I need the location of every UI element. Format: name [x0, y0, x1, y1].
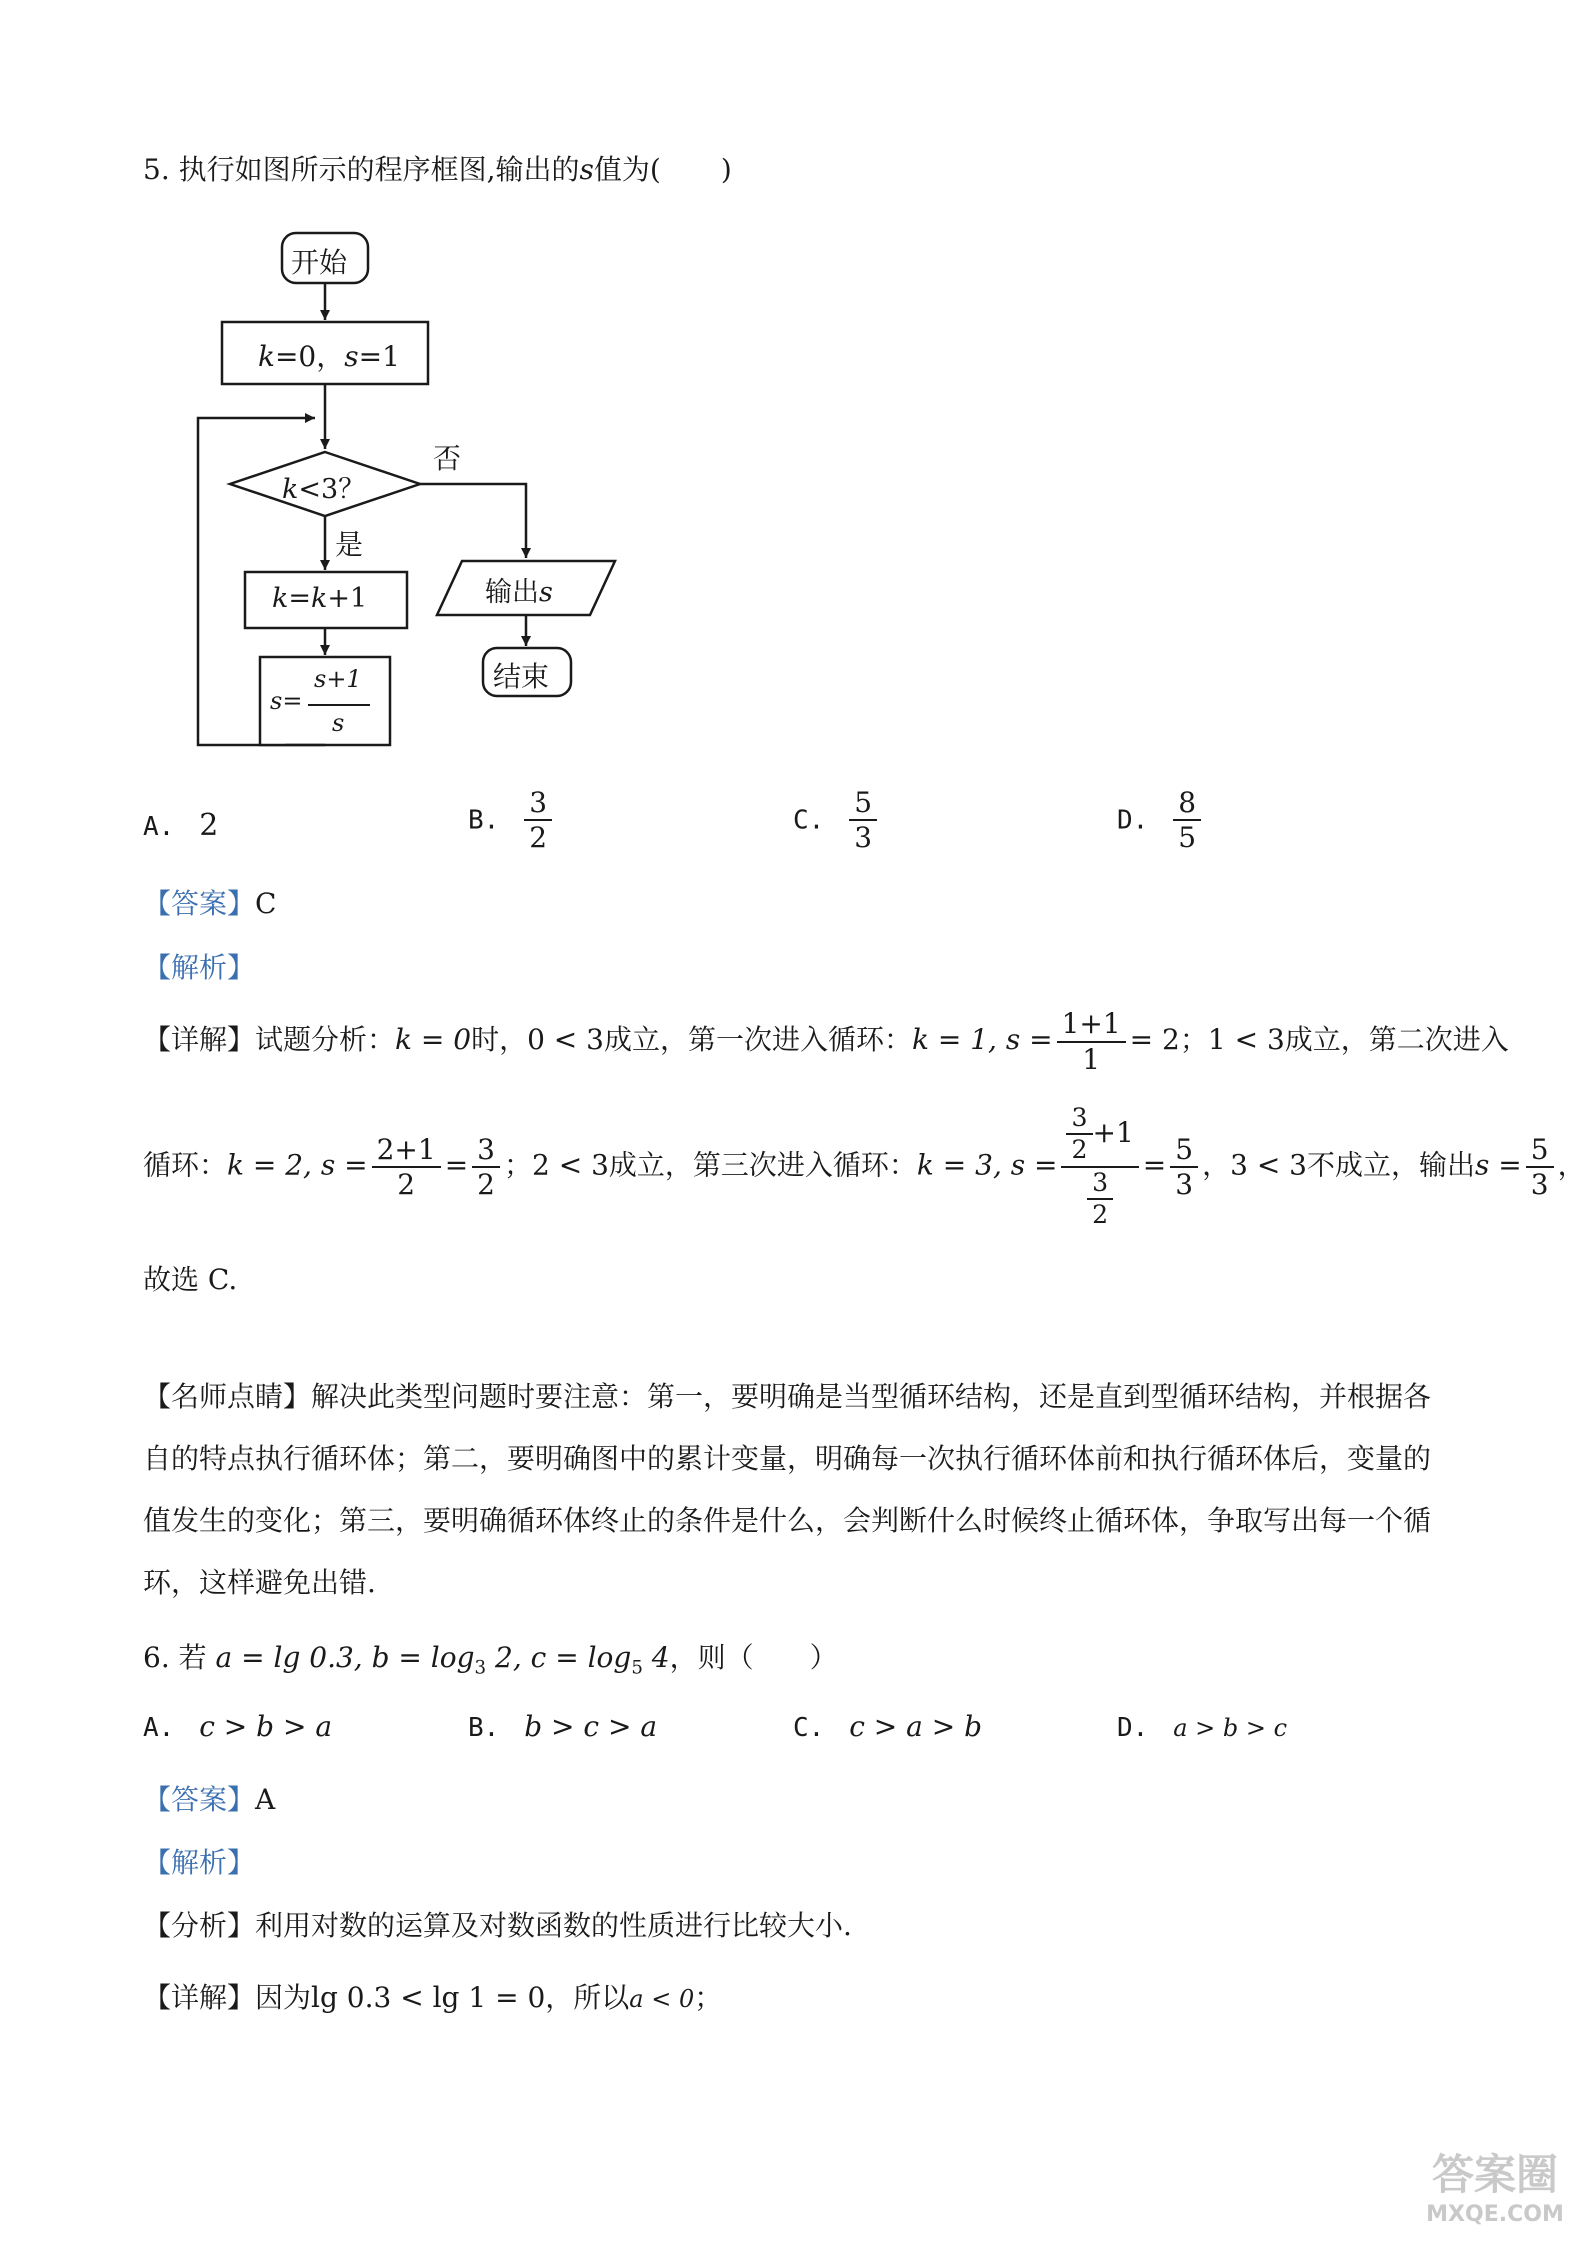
q6-answer-value: A — [255, 1783, 276, 1816]
fc-end-label: 结束 — [493, 660, 550, 693]
q5-detail-f2d: 2 — [397, 1167, 416, 1201]
q5-stem-var: s — [579, 153, 594, 186]
fc-inc-eq: = — [288, 583, 311, 614]
q5-stem — [143, 148, 732, 188]
q5-option-c-den: 3 — [854, 821, 873, 855]
fc-no-label: 否 — [433, 442, 462, 475]
watermark-logo: 答案圈 — [1431, 2150, 1558, 2199]
q6-option-c-value: c > a > b — [849, 1710, 983, 1743]
fc-init-s: s — [344, 340, 359, 373]
q5-detail-comma3: ， — [1202, 1148, 1231, 1182]
fc-inc-plus: +1 — [327, 583, 368, 614]
q5-detail-f2 — [372, 1132, 441, 1201]
q5-detail-f3-den — [1082, 1168, 1118, 1229]
q6-analysis2 — [143, 1904, 852, 1944]
q5-detail-f3plus: +1 — [1092, 1115, 1134, 1149]
q5-detail-f1n: 1+1 — [1057, 1009, 1126, 1042]
fc-assign-den: s — [332, 709, 345, 737]
q6-detail-end: ； — [694, 1981, 723, 2014]
q5-detail-semi2: ； — [503, 1148, 532, 1182]
q5-detail-f3nd: 2 — [1071, 1135, 1088, 1165]
q5-detail-f2rn: 3 — [472, 1135, 500, 1168]
q5-option-a-value: 2 — [199, 808, 219, 843]
q6-expr-c: 4 — [642, 1641, 670, 1674]
q5-detail-f1 — [1057, 1009, 1126, 1074]
q5-detail-f3dd: 2 — [1092, 1200, 1109, 1230]
q5-option-c-num: 5 — [849, 788, 877, 821]
q5-detail-it1: k = 1, s = — [912, 1023, 1053, 1056]
watermark — [1410, 2150, 1580, 2245]
q5-detail-shi: 时， — [471, 1023, 528, 1056]
q5-flowchart — [190, 225, 640, 765]
q5-option-a-label: A. — [143, 812, 175, 842]
q5-detail-cl4: 不成立，输出 — [1307, 1148, 1476, 1182]
q6-answer — [143, 1778, 275, 1818]
q5-detail-f3nn: 3 — [1066, 1105, 1092, 1135]
q6-answer-tag: 【答案】 — [143, 1783, 256, 1816]
fc-assign-lhs — [270, 687, 302, 715]
fc-assign-s: s — [270, 687, 283, 715]
q5-option-d-frac — [1173, 788, 1201, 853]
q5-detail-f2r — [472, 1132, 500, 1201]
q5-option-c-frac — [849, 788, 877, 853]
q6-stem — [143, 1636, 838, 1678]
q5-detail-out: s = — [1475, 1148, 1522, 1182]
q5-analysis-tag: 【解析】 — [143, 951, 256, 984]
q6-option-d-value: a > b > c — [1173, 1714, 1288, 1742]
q6-option-b-label: B. — [468, 1713, 500, 1743]
q5-detail-line2 — [143, 1105, 1586, 1229]
q5-detail-r1: = 2 — [1129, 1023, 1180, 1056]
fc-init-eq1: =1 — [358, 340, 400, 373]
fc-start-label: 开始 — [291, 246, 348, 279]
q6-option-a[interactable] — [143, 1710, 332, 1743]
q5-detail-end: ， — [1557, 1148, 1586, 1182]
q5-option-c[interactable] — [793, 788, 881, 853]
q6-detail-expr: lg 0.3 < lg 1 = 0 — [311, 1981, 546, 2014]
q5-detail-eq3: = — [1142, 1148, 1167, 1182]
q5-option-d-den: 5 — [1178, 821, 1197, 855]
q5-detail-it2: k = 2, s = — [227, 1148, 368, 1182]
q5-detail-cl2: 成立，第二次进入 — [1284, 1023, 1509, 1056]
q6-sub3: 3 — [474, 1657, 487, 1679]
q5-detail-c2: 1 < 3 — [1207, 1023, 1285, 1056]
q6-option-b-value: b > c > a — [524, 1710, 658, 1743]
fc-cond-k: k — [282, 474, 299, 505]
q6-option-c-label: C. — [793, 1713, 825, 1743]
q6-option-d-label: D. — [1117, 1713, 1149, 1743]
q5-detail-semi1: ； — [1179, 1023, 1208, 1056]
q5-detail-f4n: 5 — [1526, 1135, 1554, 1168]
q5-option-a[interactable] — [143, 808, 218, 843]
q5-detail-c3: 2 < 3 — [532, 1148, 609, 1182]
q5-detail-f3-num — [1061, 1105, 1138, 1168]
q5-option-b-num: 3 — [524, 788, 552, 821]
fc-cond-rest: <3？ — [298, 474, 366, 505]
q5-conclusion: 故选 C. — [143, 1263, 238, 1296]
fc-init-k: k — [258, 340, 275, 373]
q6-analysis2-tag: 【分析】 — [143, 1909, 256, 1942]
q6-option-a-label: A. — [143, 1713, 175, 1743]
fc-output-var: s — [539, 577, 553, 608]
q5-detail-cl1: 成立，第一次进入循环： — [603, 1023, 912, 1056]
q5-option-d-num: 8 — [1173, 788, 1201, 821]
arrow-no-branch — [420, 484, 526, 558]
q5-detail-f1d: 1 — [1082, 1042, 1101, 1076]
q5-detail-f3 — [1061, 1105, 1138, 1229]
fc-inc-label — [272, 583, 367, 614]
q5-detail-tag: 【详解】 — [143, 1023, 256, 1056]
q5-detail-f4d: 3 — [1530, 1167, 1549, 1201]
q6-detail-a: a < 0 — [629, 1985, 695, 2013]
q6-ze: ，则（ ） — [669, 1641, 838, 1674]
q5-tip-tag: 【名师点睛】 — [143, 1380, 312, 1413]
q5-detail-f3dn: 3 — [1087, 1170, 1113, 1200]
q5-detail-cl3: 成立，第三次进入循环： — [608, 1148, 917, 1182]
q5-number: 5. — [143, 153, 170, 186]
q5-option-b-den: 2 — [529, 821, 548, 855]
q5-detail-f3-num-frac — [1066, 1105, 1092, 1164]
q5-detail-k0: k = 0 — [395, 1023, 472, 1056]
fc-inc-k1: k — [272, 583, 289, 614]
fc-init-eq0: =0， — [274, 340, 345, 373]
q5-tip-text: 解决此类型问题时要注意：第一，要明确是当型循环结构，还是直到型循环结构，并根据各自的特点执行循环体；第二，要明确图中的累计变量，明确每一次执行循环体前和执行循环体后，变量的值发生的变化；第三，要明确循环体终止的条件是什么，会判断什么时候终止循环体，争取写出每一个循环，这样避免出错. — [143, 1380, 1432, 1599]
q5-detail-line1 — [143, 1000, 1509, 1080]
q6-option-d[interactable] — [1117, 1710, 1287, 1743]
q6-analysis2-text: 利用对数的运算及对数函数的性质进行比较大小. — [255, 1909, 852, 1942]
q5-detail-f3rd: 3 — [1175, 1167, 1194, 1201]
q5-option-b-frac — [524, 788, 552, 853]
q6-detail — [143, 1976, 722, 2016]
fc-assign-num-text: s+1 — [314, 665, 362, 693]
q5-detail-c4: 3 < 3 — [1230, 1148, 1307, 1182]
fc-cond-label — [282, 467, 365, 506]
q6-detail-mid: ，所以 — [545, 1981, 630, 2014]
q5-detail-f3rn: 5 — [1170, 1135, 1198, 1168]
watermark-url: MXQE.COM — [1426, 2202, 1564, 2227]
q6-expr-b: 2, c = log — [486, 1641, 632, 1674]
fc-inc-k2: k — [311, 583, 328, 614]
q5-option-c-label: C. — [793, 805, 825, 836]
q5-detail-c1: 0 < 3 — [527, 1023, 604, 1056]
q5-option-d-label: D. — [1117, 805, 1149, 836]
q5-detail-f2rd: 2 — [477, 1167, 495, 1201]
q5-detail-f3-den-frac — [1087, 1167, 1113, 1230]
q5-detail-line2-pre: 循环： — [143, 1148, 228, 1182]
fc-assign-num — [314, 665, 362, 693]
q5-stem-text: 执行如图所示的程序框图,输出的 — [178, 153, 580, 186]
q5-answer — [143, 882, 276, 922]
q6-ruo: 若 — [178, 1641, 207, 1674]
q6-option-a-value: c > b > a — [199, 1710, 333, 1743]
q6-detail-tag: 【详解】 — [143, 1981, 256, 2014]
q6-sub5: 5 — [631, 1657, 643, 1679]
fc-init-label — [258, 335, 400, 375]
q5-detail-intro: 试题分析： — [255, 1023, 396, 1056]
fc-output-label — [485, 570, 553, 609]
q5-blank-close: ) — [720, 153, 732, 186]
q6-detail-pre: 因为 — [255, 1981, 312, 2014]
q6-analysis-tag: 【解析】 — [143, 1846, 256, 1879]
fc-yes-label: 是 — [335, 528, 364, 561]
q5-detail-f3r — [1170, 1132, 1198, 1201]
q6-number: 6. — [143, 1641, 170, 1674]
q5-detail-it3: k = 3, s = — [916, 1148, 1058, 1182]
q5-detail-eq2: = — [444, 1148, 469, 1182]
q5-tip — [143, 1366, 1443, 1614]
q5-answer-tag: 【答案】 — [143, 887, 256, 920]
q5-option-b-label: B. — [468, 805, 500, 836]
q5-answer-value: C — [255, 887, 277, 920]
q5-detail-f4 — [1526, 1132, 1554, 1201]
q6-expr-a: a = lg 0.3, b = log — [215, 1641, 475, 1674]
fc-output-text: 输出 — [485, 577, 539, 608]
fc-assign-eq: = — [282, 687, 303, 715]
q5-detail-f2n: 2+1 — [372, 1135, 441, 1168]
q6-option-c[interactable] — [793, 1710, 982, 1743]
flowchart-lines — [190, 225, 640, 765]
q5-option-b[interactable] — [468, 788, 556, 853]
q5-option-d[interactable] — [1117, 788, 1205, 853]
q6-option-b[interactable] — [468, 1710, 657, 1743]
q5-stem-text2: 值为( — [593, 153, 661, 186]
